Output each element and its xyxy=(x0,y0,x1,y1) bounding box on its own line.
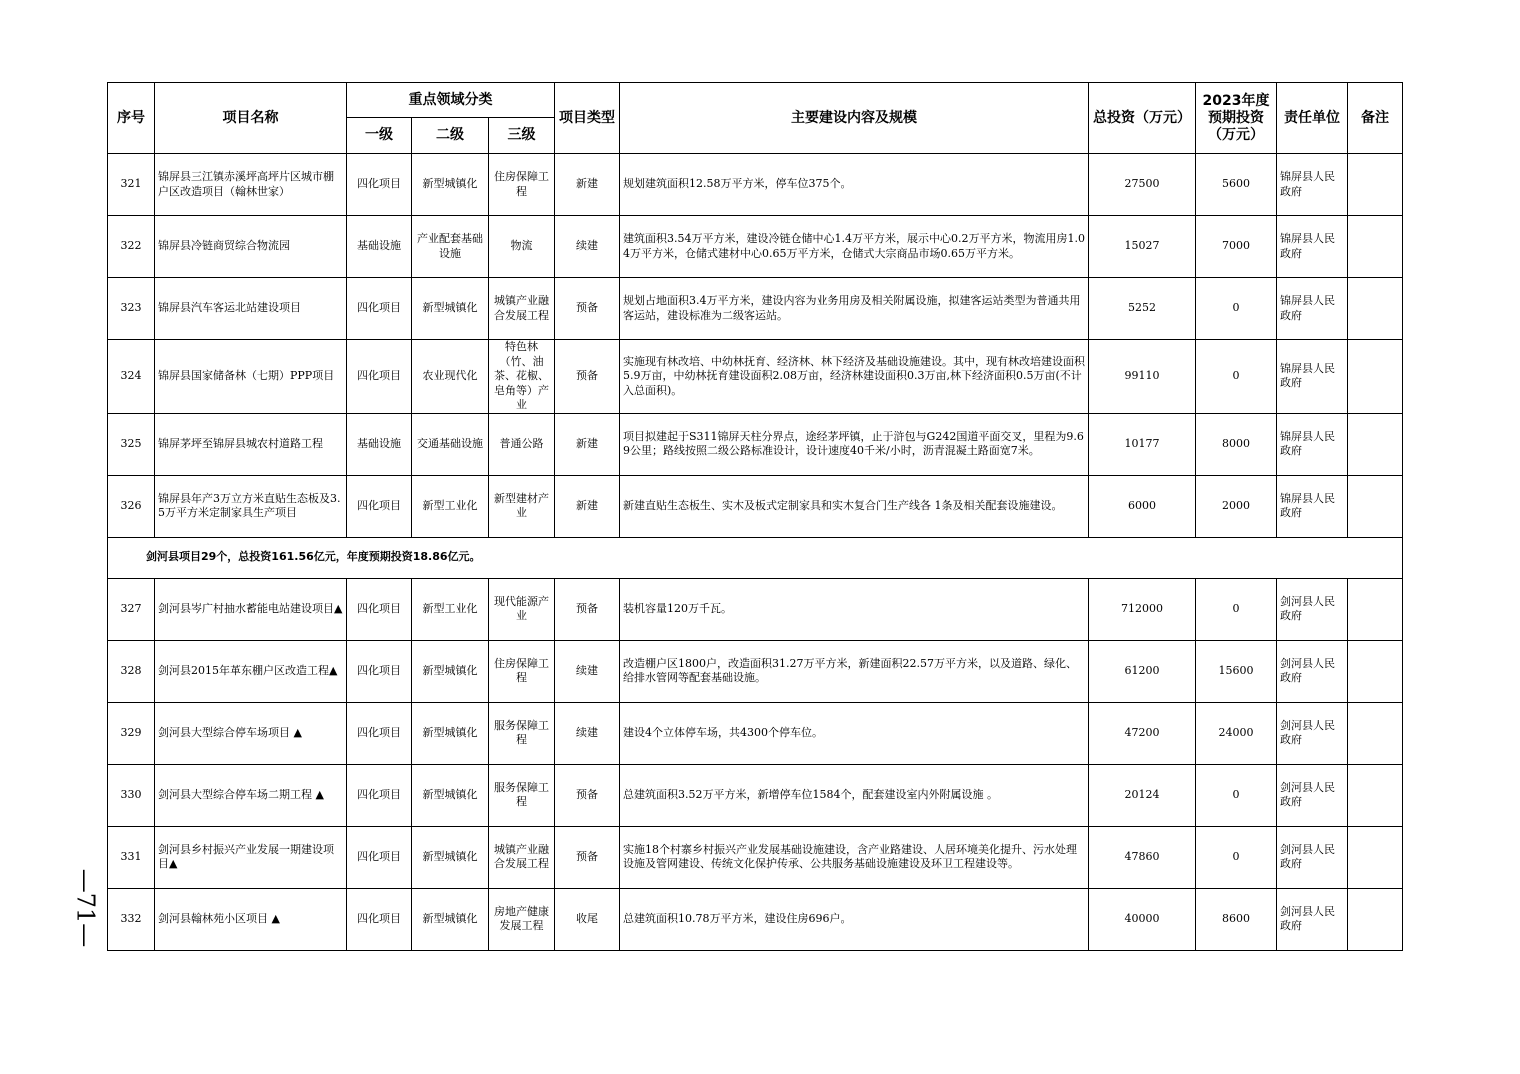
cell-seq: 329 xyxy=(108,702,155,764)
cell-total-investment: 712000 xyxy=(1089,578,1196,640)
cell-annual-investment: 15600 xyxy=(1196,640,1277,702)
cell-total-investment: 6000 xyxy=(1089,475,1196,537)
cell-content: 规划占地面积3.4万平方米，建设内容为业务用房及相关附属设施，拟建客运站类型为普通共用客运站，建设标准为二级客运站。 xyxy=(620,278,1089,340)
cell-level3: 住房保障工程 xyxy=(489,640,555,702)
cell-level1: 四化项目 xyxy=(347,826,412,888)
cell-remark xyxy=(1348,826,1403,888)
cell-total-investment: 99110 xyxy=(1089,340,1196,414)
cell-level1: 四化项目 xyxy=(347,702,412,764)
cell-remark xyxy=(1348,475,1403,537)
cell-annual-investment: 0 xyxy=(1196,340,1277,414)
cell-responsible-unit: 锦屏县人民政府 xyxy=(1277,475,1348,537)
cell-seq: 331 xyxy=(108,826,155,888)
cell-seq: 326 xyxy=(108,475,155,537)
cell-level3: 住房保障工程 xyxy=(489,154,555,216)
header-content: 主要建设内容及规模 xyxy=(620,83,1089,154)
cell-content: 实施现有林改培、中幼林抚育、经济林、林下经济及基础设施建设。其中，现有林改培建设面积5.9万亩，中幼林抚育建设面积2.08万亩，经济林建设面积0.3万亩,林下经济面积0.5万亩(不计入总面积)。 xyxy=(620,340,1089,414)
header-project-type: 项目类型 xyxy=(555,83,620,154)
cell-responsible-unit: 锦屏县人民政府 xyxy=(1277,413,1348,475)
cell-level3: 新型建材产业 xyxy=(489,475,555,537)
table-row xyxy=(108,702,1403,764)
cell-level3: 服务保障工程 xyxy=(489,764,555,826)
cell-project-type: 新建 xyxy=(555,475,620,537)
header-responsible-unit: 责任单位 xyxy=(1277,83,1348,154)
table-row xyxy=(108,826,1403,888)
table-row xyxy=(108,475,1403,537)
cell-level2: 新型城镇化 xyxy=(412,888,489,950)
cell-level2: 新型城镇化 xyxy=(412,826,489,888)
cell-project-name: 剑河县2015年革东棚户区改造工程▲ xyxy=(155,640,347,702)
cell-project-type: 续建 xyxy=(555,702,620,764)
cell-responsible-unit: 剑河县人民政府 xyxy=(1277,578,1348,640)
project-table-container xyxy=(107,82,1402,951)
cell-project-type: 续建 xyxy=(555,640,620,702)
cell-annual-investment: 0 xyxy=(1196,278,1277,340)
table-row xyxy=(108,340,1403,414)
cell-responsible-unit: 剑河县人民政府 xyxy=(1277,888,1348,950)
cell-level1: 基础设施 xyxy=(347,216,412,278)
cell-level2: 新型城镇化 xyxy=(412,154,489,216)
cell-remark xyxy=(1348,578,1403,640)
cell-level1: 四化项目 xyxy=(347,340,412,414)
cell-level2: 新型城镇化 xyxy=(412,764,489,826)
cell-content: 改造棚户区1800户，改造面积31.27万平方米，新建面积22.57万平方米，以及道路、绿化、给排水管网等配套基础设施。 xyxy=(620,640,1089,702)
cell-total-investment: 47860 xyxy=(1089,826,1196,888)
cell-project-name: 剑河县大型综合停车场二期工程 ▲ xyxy=(155,764,347,826)
cell-total-investment: 15027 xyxy=(1089,216,1196,278)
cell-annual-investment: 5600 xyxy=(1196,154,1277,216)
header-seq: 序号 xyxy=(108,83,155,154)
cell-total-investment: 5252 xyxy=(1089,278,1196,340)
cell-level2: 交通基础设施 xyxy=(412,413,489,475)
cell-level2: 农业现代化 xyxy=(412,340,489,414)
cell-annual-investment: 8000 xyxy=(1196,413,1277,475)
cell-remark xyxy=(1348,764,1403,826)
cell-seq: 325 xyxy=(108,413,155,475)
cell-project-type: 预备 xyxy=(555,826,620,888)
cell-project-name: 锦屏县三江镇赤溪坪高坪片区城市棚户区改造项目（翰林世家） xyxy=(155,154,347,216)
header-name: 项目名称 xyxy=(155,83,347,154)
cell-responsible-unit: 锦屏县人民政府 xyxy=(1277,154,1348,216)
header-level2: 二级 xyxy=(412,118,489,154)
cell-total-investment: 47200 xyxy=(1089,702,1196,764)
header-level3: 三级 xyxy=(489,118,555,154)
cell-seq: 322 xyxy=(108,216,155,278)
cell-project-name: 锦屏县国家储备林（七期）PPP项目 xyxy=(155,340,347,414)
cell-total-investment: 27500 xyxy=(1089,154,1196,216)
cell-content: 规划建筑面积12.58万平方米，停车位375个。 xyxy=(620,154,1089,216)
cell-project-type: 新建 xyxy=(555,413,620,475)
cell-level2: 产业配套基础设施 xyxy=(412,216,489,278)
cell-seq: 330 xyxy=(108,764,155,826)
cell-remark xyxy=(1348,413,1403,475)
cell-content: 装机容量120万千瓦。 xyxy=(620,578,1089,640)
header-remarks: 备注 xyxy=(1348,83,1403,154)
table-row xyxy=(108,154,1403,216)
cell-seq: 321 xyxy=(108,154,155,216)
cell-level2: 新型城镇化 xyxy=(412,640,489,702)
table-row xyxy=(108,640,1403,702)
cell-project-name: 剑河县岑广村抽水蓄能电站建设项目▲ xyxy=(155,578,347,640)
cell-total-investment: 20124 xyxy=(1089,764,1196,826)
cell-seq: 324 xyxy=(108,340,155,414)
cell-content: 项目拟建起于S311锦屏天柱分界点，途经茅坪镇，止于浒包与G242国道平面交叉，里程为9.69公里；路线按照二级公路标准设计，设计速度40千米/小时，沥青混凝土路面宽7米。 xyxy=(620,413,1089,475)
cell-project-name: 锦屏县年产3万立方米直贴生态板及3.5万平方米定制家具生产项目 xyxy=(155,475,347,537)
cell-project-type: 预备 xyxy=(555,764,620,826)
section-title: 剑河县项目29个，总投资161.56亿元，年度预期投资18.86亿元。 xyxy=(108,537,1403,578)
cell-remark xyxy=(1348,278,1403,340)
cell-level1: 四化项目 xyxy=(347,640,412,702)
cell-level1: 四化项目 xyxy=(347,578,412,640)
cell-content: 新建直贴生态板生、实木及板式定制家具和实木复合门生产线各 1条及相关配套设施建设。 xyxy=(620,475,1089,537)
cell-level3: 物流 xyxy=(489,216,555,278)
cell-project-type: 收尾 xyxy=(555,888,620,950)
cell-level3: 特色林（竹、油茶、花椒、皂角等）产业 xyxy=(489,340,555,414)
cell-level1: 四化项目 xyxy=(347,154,412,216)
cell-seq: 332 xyxy=(108,888,155,950)
table-row xyxy=(108,278,1403,340)
header-level1: 一级 xyxy=(347,118,412,154)
cell-level3: 普通公路 xyxy=(489,413,555,475)
cell-responsible-unit: 剑河县人民政府 xyxy=(1277,702,1348,764)
cell-project-type: 预备 xyxy=(555,578,620,640)
cell-project-name: 锦屏县汽车客运北站建设项目 xyxy=(155,278,347,340)
table-row xyxy=(108,578,1403,640)
section-row xyxy=(108,537,1403,578)
cell-annual-investment: 2000 xyxy=(1196,475,1277,537)
cell-remark xyxy=(1348,154,1403,216)
cell-content: 建筑面积3.54万平方米，建设冷链仓储中心1.4万平方米，展示中心0.2万平方米，物流用房1.04万平方米，仓储式建材中心0.65万平方米，仓储式大宗商品市场0.65万平方米。 xyxy=(620,216,1089,278)
cell-annual-investment: 0 xyxy=(1196,578,1277,640)
cell-level1: 四化项目 xyxy=(347,888,412,950)
cell-remark xyxy=(1348,888,1403,950)
table-row xyxy=(108,216,1403,278)
cell-annual-investment: 24000 xyxy=(1196,702,1277,764)
cell-content: 实施18个村寨乡村振兴产业发展基础设施建设，含产业路建设、人居环境美化提升、污水处理设施及管网建设、传统文化保护传承、公共服务基础设施建设及环卫工程建设等。 xyxy=(620,826,1089,888)
cell-project-name: 剑河县大型综合停车场项目 ▲ xyxy=(155,702,347,764)
cell-level1: 四化项目 xyxy=(347,278,412,340)
cell-level3: 房地产健康发展工程 xyxy=(489,888,555,950)
cell-remark xyxy=(1348,640,1403,702)
cell-content: 总建筑面积10.78万平方米，建设住房696户。 xyxy=(620,888,1089,950)
table-header-row xyxy=(108,83,1403,118)
cell-project-name: 剑河县乡村振兴产业发展一期建设项目▲ xyxy=(155,826,347,888)
cell-project-name: 剑河县翰林苑小区项目 ▲ xyxy=(155,888,347,950)
cell-project-type: 预备 xyxy=(555,278,620,340)
cell-total-investment: 61200 xyxy=(1089,640,1196,702)
project-table xyxy=(107,82,1403,951)
cell-responsible-unit: 剑河县人民政府 xyxy=(1277,826,1348,888)
cell-seq: 328 xyxy=(108,640,155,702)
cell-total-investment: 40000 xyxy=(1089,888,1196,950)
header-domain-group: 重点领域分类 xyxy=(347,83,555,118)
cell-level1: 四化项目 xyxy=(347,764,412,826)
cell-responsible-unit: 锦屏县人民政府 xyxy=(1277,278,1348,340)
cell-remark xyxy=(1348,702,1403,764)
cell-level1: 四化项目 xyxy=(347,475,412,537)
cell-responsible-unit: 剑河县人民政府 xyxy=(1277,640,1348,702)
cell-level2: 新型城镇化 xyxy=(412,702,489,764)
cell-annual-investment: 0 xyxy=(1196,826,1277,888)
cell-annual-investment: 0 xyxy=(1196,764,1277,826)
cell-remark xyxy=(1348,340,1403,414)
cell-seq: 323 xyxy=(108,278,155,340)
cell-total-investment: 10177 xyxy=(1089,413,1196,475)
cell-project-type: 续建 xyxy=(555,216,620,278)
cell-project-name: 锦屏县冷链商贸综合物流园 xyxy=(155,216,347,278)
cell-project-type: 新建 xyxy=(555,154,620,216)
page-number: —71— xyxy=(71,868,100,948)
cell-level1: 基础设施 xyxy=(347,413,412,475)
cell-level2: 新型城镇化 xyxy=(412,278,489,340)
table-row xyxy=(108,413,1403,475)
header-total-investment: 总投资（万元） xyxy=(1089,83,1196,154)
cell-level3: 服务保障工程 xyxy=(489,702,555,764)
cell-responsible-unit: 锦屏县人民政府 xyxy=(1277,340,1348,414)
cell-content: 总建筑面积3.52万平方米，新增停车位1584个，配套建设室内外附属设施 。 xyxy=(620,764,1089,826)
cell-responsible-unit: 锦屏县人民政府 xyxy=(1277,216,1348,278)
cell-remark xyxy=(1348,216,1403,278)
cell-content: 建设4个立体停车场，共4300个停车位。 xyxy=(620,702,1089,764)
cell-level2: 新型工业化 xyxy=(412,578,489,640)
table-row xyxy=(108,888,1403,950)
cell-annual-investment: 7000 xyxy=(1196,216,1277,278)
cell-level3: 城镇产业融合发展工程 xyxy=(489,278,555,340)
cell-level2: 新型工业化 xyxy=(412,475,489,537)
header-annual-investment: 2023年度预期投资（万元） xyxy=(1196,83,1277,154)
table-row xyxy=(108,764,1403,826)
cell-seq: 327 xyxy=(108,578,155,640)
cell-level3: 城镇产业融合发展工程 xyxy=(489,826,555,888)
cell-project-type: 预备 xyxy=(555,340,620,414)
cell-annual-investment: 8600 xyxy=(1196,888,1277,950)
cell-project-name: 锦屏茅坪至锦屏县城农村道路工程 xyxy=(155,413,347,475)
cell-responsible-unit: 剑河县人民政府 xyxy=(1277,764,1348,826)
cell-level3: 现代能源产业 xyxy=(489,578,555,640)
